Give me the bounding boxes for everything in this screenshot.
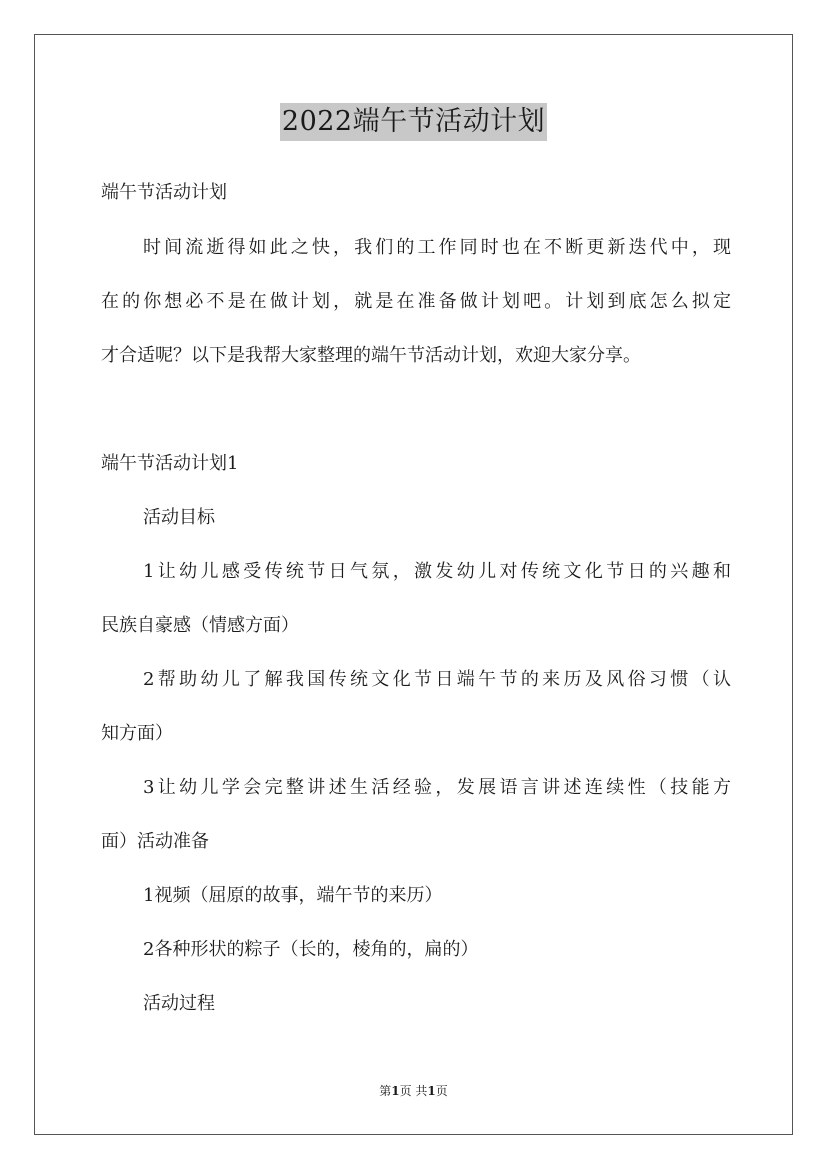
footer-total-pages: 1 — [427, 1084, 436, 1098]
prep-item-1: 1视频（屈原的故事，端午节的来历） — [143, 885, 443, 906]
objective-3-line-1: 3让幼儿学会完整讲述生活经验，发展语言讲述连续性（技能方 — [143, 777, 731, 798]
intro-line-2: 在的你想必不是在做计划，就是在准备做计划吧。计划到底怎么拟定 — [101, 291, 731, 312]
footer-mid: 页 共 — [399, 1084, 428, 1098]
page-footer — [0, 1083, 827, 1099]
process-heading: 活动过程 — [143, 993, 215, 1014]
title-container — [0, 103, 827, 141]
intro-line-1: 时间流逝得如此之快，我们的工作同时也在不断更新迭代中，现 — [143, 237, 731, 258]
footer-suffix: 页 — [435, 1084, 448, 1098]
objective-1-line-1: 1让幼儿感受传统节日气氛，激发幼儿对传统文化节日的兴趣和 — [143, 561, 731, 582]
objective-2-line-2: 知方面） — [101, 723, 173, 744]
section-heading: 端午节活动计划1 — [101, 453, 239, 474]
objective-1-line-2: 民族自豪感（情感方面） — [101, 615, 299, 636]
footer-current-page: 1 — [391, 1084, 400, 1098]
footer-prefix: 第 — [379, 1084, 392, 1098]
objective-2-line-1: 2帮助幼儿了解我国传统文化节日端午节的来历及风俗习惯（认 — [143, 669, 731, 690]
subtitle: 端午节活动计划 — [101, 182, 227, 203]
intro-line-3: 才合适呢？以下是我帮大家整理的端午节活动计划，欢迎大家分享。 — [101, 345, 641, 366]
objectives-heading: 活动目标 — [143, 507, 215, 528]
document-title: 2022端午节活动计划 — [280, 103, 547, 141]
prep-item-2: 2各种形状的粽子（长的，棱角的，扁的） — [143, 939, 479, 960]
objective-3-line-2: 面）活动准备 — [101, 831, 209, 852]
